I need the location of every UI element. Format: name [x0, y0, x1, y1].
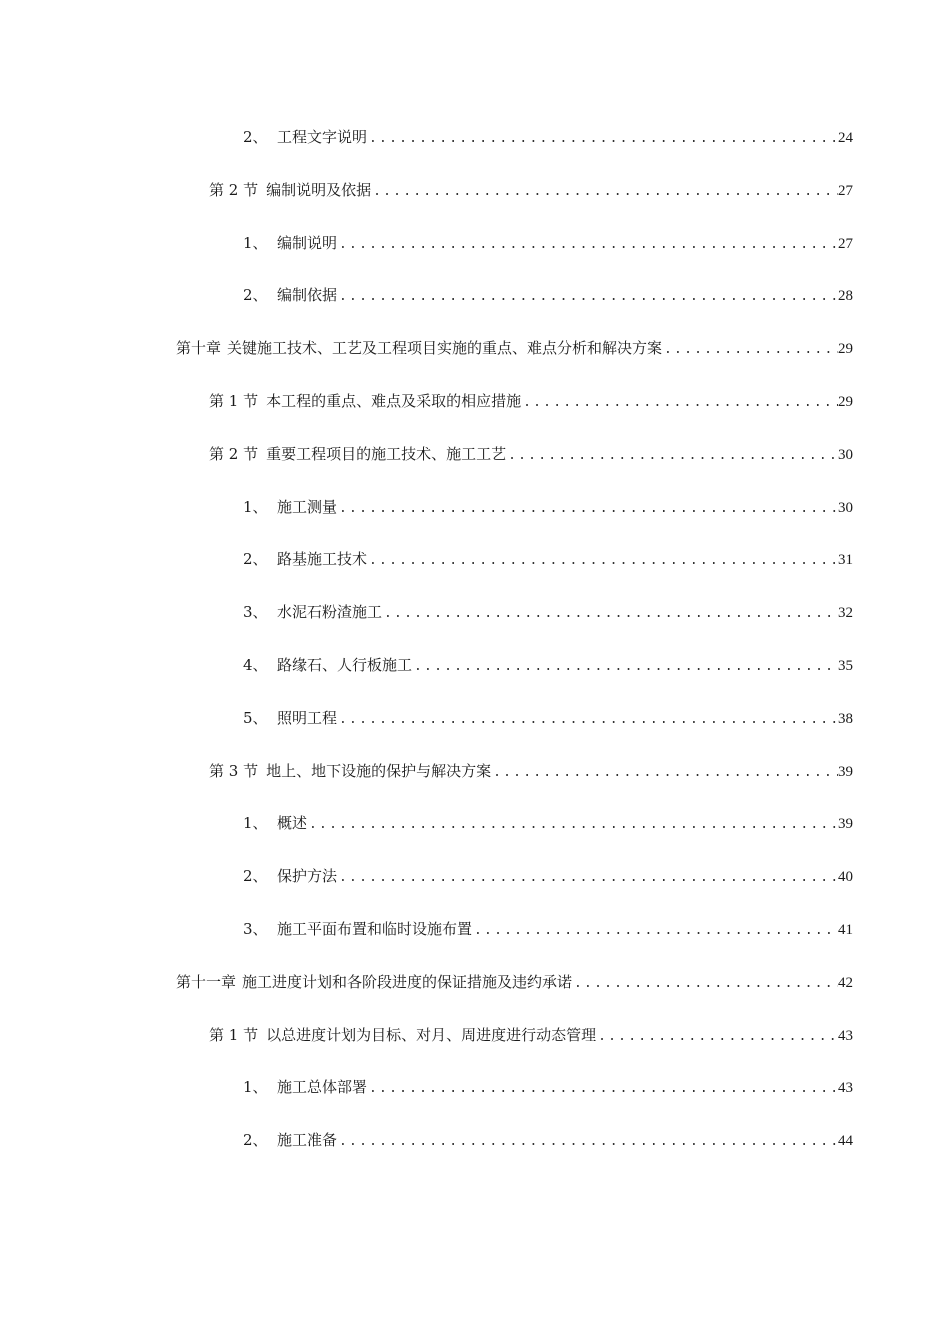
toc-entry-title: 施工进度计划和各阶段进度的保证措施及违约承诺	[242, 973, 573, 991]
toc-entry-page-number: 31	[838, 552, 853, 568]
toc-entry-section[interactable]	[209, 441, 853, 467]
toc-entry-page-number: 38	[838, 711, 853, 727]
toc-entry-number: 4、	[243, 656, 268, 674]
toc-entry-page-number: 42	[838, 975, 853, 991]
toc-entry-page-number: 24	[838, 130, 853, 146]
toc-entry-page-number: 40	[838, 869, 853, 885]
dot-leader	[307, 812, 838, 838]
toc-entry-item[interactable]	[243, 599, 853, 625]
toc-entry-title: 概述	[277, 814, 308, 832]
toc-entry-section[interactable]	[209, 388, 853, 414]
toc-entry-number: 第十章	[176, 339, 222, 357]
toc-entry-number: 第 2 节	[209, 445, 259, 463]
toc-entry-item[interactable]	[243, 1074, 853, 1100]
dot-leader	[596, 1024, 838, 1050]
toc-entry-page-number: 30	[838, 447, 853, 463]
dot-leader	[371, 179, 838, 205]
toc-entry-chapter[interactable]	[176, 335, 853, 361]
toc-entry-page-number: 39	[838, 816, 853, 832]
dot-leader	[472, 918, 838, 944]
dot-leader	[662, 337, 838, 363]
toc-entry-title: 施工平面布置和临时设施布置	[277, 920, 473, 938]
toc-entry-number: 第 2 节	[209, 181, 259, 199]
toc-entry-number: 2、	[243, 1131, 268, 1149]
toc-entry-number: 第 1 节	[209, 392, 259, 410]
dot-leader	[367, 1076, 838, 1102]
toc-entry-number: 2、	[243, 286, 268, 304]
toc-entry-section[interactable]	[209, 758, 853, 784]
toc-entry-section[interactable]	[209, 177, 853, 203]
toc-entry-number: 1、	[243, 498, 268, 516]
toc-entry-number: 2、	[243, 128, 268, 146]
toc-entry-item[interactable]	[243, 1127, 853, 1153]
toc-entry-page-number: 39	[838, 764, 853, 780]
toc-entry-page-number: 28	[838, 288, 853, 304]
dot-leader	[521, 390, 838, 416]
dot-leader	[337, 1129, 838, 1155]
toc-entry-title: 编制说明	[277, 234, 338, 252]
toc-entry-page-number: 43	[838, 1028, 853, 1044]
toc-entry-number: 3、	[243, 603, 268, 621]
toc-entry-page-number: 41	[838, 922, 853, 938]
dot-leader	[382, 601, 838, 627]
toc-entry-chapter[interactable]	[176, 969, 853, 995]
toc-entry-item[interactable]	[243, 282, 853, 308]
toc-entry-title: 本工程的重点、难点及采取的相应措施	[266, 392, 522, 410]
toc-entry-page-number: 44	[838, 1133, 853, 1149]
toc-entry-title: 关键施工技术、工艺及工程项目实施的重点、难点分析和解决方案	[227, 339, 663, 357]
toc-entry-item[interactable]	[243, 230, 853, 256]
toc-entry-page-number: 27	[838, 236, 853, 252]
toc-entry-number: 第十一章	[176, 973, 237, 991]
toc-entry-item[interactable]	[243, 705, 853, 731]
toc-entry-title: 编制说明及依据	[266, 181, 372, 199]
toc-entry-number: 1、	[243, 814, 268, 832]
toc-entry-title: 重要工程项目的施工技术、施工工艺	[266, 445, 507, 463]
toc-entry-item[interactable]	[243, 916, 853, 942]
toc-entry-item[interactable]	[243, 494, 853, 520]
toc-entry-title: 施工测量	[277, 498, 338, 516]
toc-entry-page-number: 30	[838, 500, 853, 516]
toc-entry-title: 以总进度计划为目标、对月、周进度进行动态管理	[266, 1026, 597, 1044]
dot-leader	[367, 126, 838, 152]
toc-entry-number: 3、	[243, 920, 268, 938]
toc-entry-page-number: 27	[838, 183, 853, 199]
toc-entry-item[interactable]	[243, 863, 853, 889]
dot-leader	[337, 284, 838, 310]
dot-leader	[337, 865, 838, 891]
toc-entry-number: 2、	[243, 550, 268, 568]
toc-entry-item[interactable]	[243, 124, 853, 150]
toc-entry-page-number: 29	[838, 341, 853, 357]
dot-leader	[367, 548, 838, 574]
toc-entry-page-number: 43	[838, 1080, 853, 1096]
toc-entry-title: 施工总体部署	[277, 1078, 368, 1096]
dot-leader	[337, 232, 838, 258]
toc-entry-page-number: 35	[838, 658, 853, 674]
dot-leader	[412, 654, 838, 680]
toc-entry-title: 照明工程	[277, 709, 338, 727]
toc-entry-number: 第 1 节	[209, 1026, 259, 1044]
dot-leader	[506, 443, 838, 469]
toc-entry-number: 1、	[243, 1078, 268, 1096]
toc-entry-title: 施工准备	[277, 1131, 338, 1149]
dot-leader	[337, 496, 838, 522]
toc-entry-title: 路基施工技术	[277, 550, 368, 568]
toc-entry-title: 水泥石粉渣施工	[277, 603, 383, 621]
toc-entry-number: 2、	[243, 867, 268, 885]
toc-entry-page-number: 32	[838, 605, 853, 621]
toc-entry-section[interactable]	[209, 1022, 853, 1048]
dot-leader	[572, 971, 838, 997]
toc-entry-title: 工程文字说明	[277, 128, 368, 146]
dot-leader	[491, 760, 838, 786]
toc-entry-item[interactable]	[243, 810, 853, 836]
toc-entry-title: 路缘石、人行板施工	[277, 656, 413, 674]
toc-entry-item[interactable]	[243, 546, 853, 572]
dot-leader	[337, 707, 838, 733]
toc-entry-number: 1、	[243, 234, 268, 252]
toc-entry-title: 地上、地下设施的保护与解决方案	[266, 762, 492, 780]
toc-entry-title: 编制依据	[277, 286, 338, 304]
toc-entry-number: 第 3 节	[209, 762, 259, 780]
toc-entry-item[interactable]	[243, 652, 853, 678]
toc-entry-page-number: 29	[838, 394, 853, 410]
toc-entry-title: 保护方法	[277, 867, 338, 885]
toc-entry-number: 5、	[243, 709, 268, 727]
